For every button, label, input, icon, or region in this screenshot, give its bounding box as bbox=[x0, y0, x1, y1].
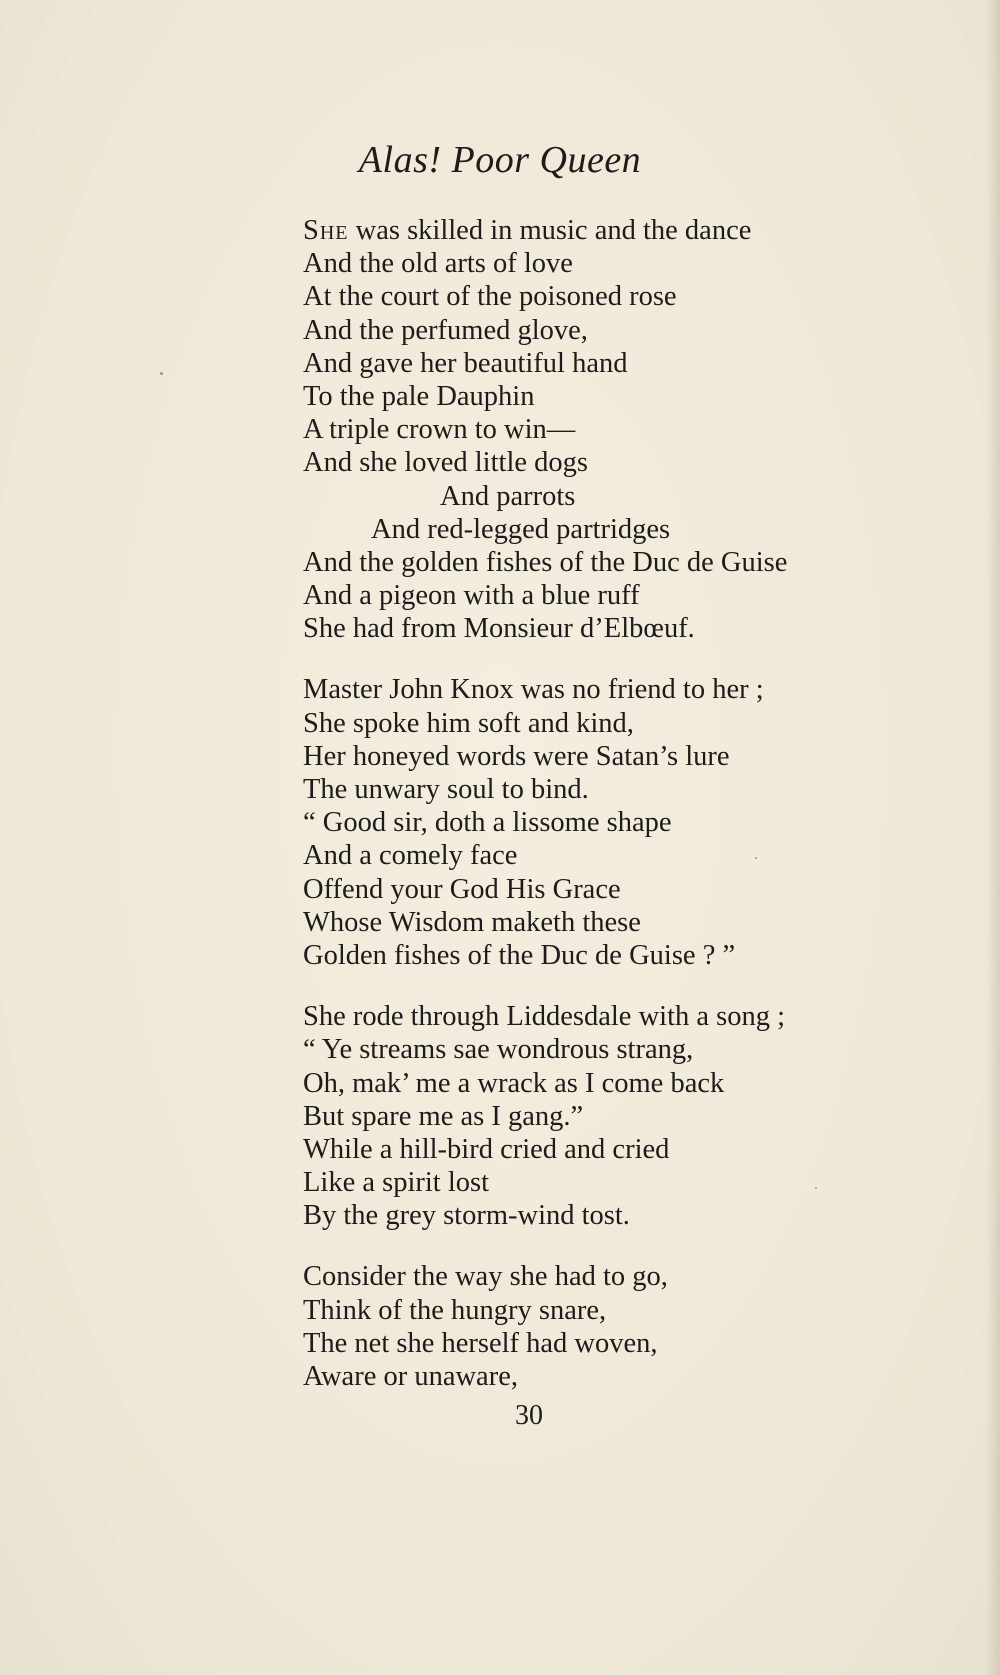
poem-line: And gave her beautiful hand bbox=[303, 347, 628, 379]
poem-line: Her honeyed words were Satan’s lure bbox=[303, 740, 730, 772]
poem-line: A triple crown to win— bbox=[303, 414, 576, 446]
poem-line: By the grey storm-wind tost. bbox=[303, 1200, 630, 1232]
poem-line: Like a spirit lost bbox=[303, 1167, 490, 1199]
poem-line: The unwary soul to bind. bbox=[303, 774, 589, 805]
poem-line: To the pale Dauphin bbox=[303, 380, 535, 412]
poem-line: She had from Monsieur d’Elbœuf. bbox=[303, 613, 695, 645]
poem-line: And the golden fishes of the Duc de Guise bbox=[303, 546, 788, 578]
poem-line bbox=[303, 214, 993, 247]
stanza-break bbox=[303, 972, 993, 1000]
poem-line: “ Ye streams sae wondrous strang, bbox=[303, 1034, 694, 1066]
poem-line: While a hill-bird cried and cried bbox=[303, 1133, 670, 1165]
poem-line: And she loved little dogs bbox=[303, 447, 588, 479]
running-head-title: Alas! Poor Queen bbox=[358, 139, 642, 181]
stanza bbox=[303, 1260, 993, 1393]
poem-line: She spoke him soft and kind, bbox=[303, 707, 634, 739]
poem-line: And the old arts of love bbox=[303, 248, 573, 280]
stanza-break bbox=[303, 1232, 993, 1260]
drop-word-small-caps: She bbox=[303, 215, 349, 246]
poem-line: And a comely face bbox=[303, 840, 518, 872]
poem-line: Whose Wisdom maketh these bbox=[303, 906, 641, 938]
poem-line-indented: And parrots bbox=[440, 480, 576, 512]
poem-line: Consider the way she had to go, bbox=[303, 1261, 668, 1293]
page-number: 30 bbox=[515, 1400, 543, 1431]
poem-line: At the court of the poisoned rose bbox=[303, 281, 677, 313]
stanza bbox=[303, 214, 993, 645]
poem-line: And a pigeon with a blue ruff bbox=[303, 580, 640, 612]
poem-line: Golden fishes of the Duc de Guise ? ” bbox=[303, 939, 736, 971]
stanza bbox=[303, 1000, 993, 1232]
paper-speck bbox=[815, 1187, 817, 1189]
paper-speck bbox=[755, 857, 757, 859]
poem-line-indented: And red-legged partridges bbox=[371, 513, 671, 545]
poem-line: But spare me as I gang.” bbox=[303, 1100, 584, 1132]
poem-body bbox=[303, 214, 993, 1393]
poem-line: And the perfumed glove, bbox=[303, 314, 588, 346]
stanza bbox=[303, 673, 993, 972]
stanza-break bbox=[303, 645, 993, 673]
paper-speck bbox=[160, 372, 163, 375]
poem-line: The net she herself had woven, bbox=[303, 1327, 658, 1359]
poem-line: Offend your God His Grace bbox=[303, 873, 621, 905]
poem-line: She rode through Liddesdale with a song ; bbox=[303, 1001, 786, 1033]
poem-line: Master John Knox was no friend to her ; bbox=[303, 674, 764, 706]
poem-line: Oh, mak’ me a wrack as I come back bbox=[303, 1067, 725, 1099]
poem-line: Aware or unaware, bbox=[303, 1361, 518, 1392]
poem-line-text: was skilled in music and the dance bbox=[348, 215, 752, 246]
poem-line: “ Good sir, doth a lissome shape bbox=[303, 807, 672, 839]
poem-line: Think of the hungry snare, bbox=[303, 1294, 607, 1326]
